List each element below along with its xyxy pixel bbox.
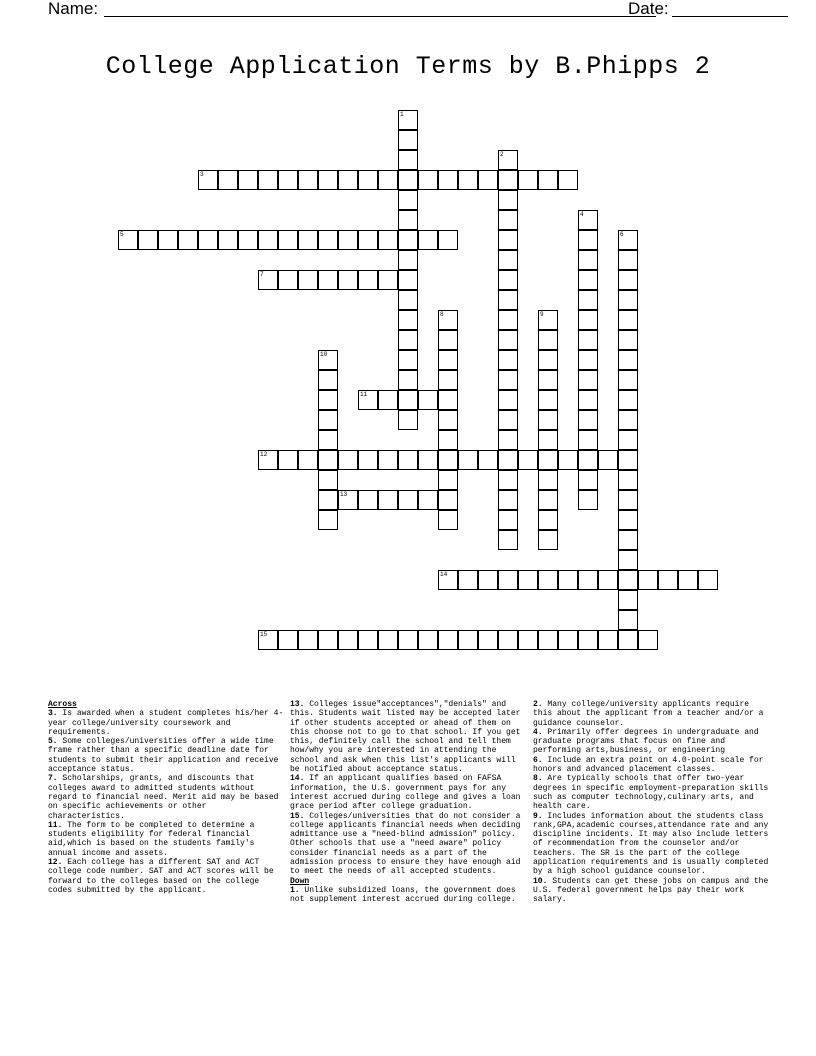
grid-cell[interactable] [578,430,598,450]
grid-cell[interactable] [598,570,618,590]
grid-cell[interactable] [298,230,318,250]
clue-number: 14. [290,774,305,784]
grid-cell[interactable] [398,390,418,410]
grid-cell[interactable] [498,630,518,650]
grid-cell[interactable] [498,330,518,350]
down-clue [533,877,771,905]
grid-cell[interactable] [318,490,338,510]
grid-cell[interactable] [618,470,638,490]
grid-cell[interactable] [398,290,418,310]
across-clue [48,709,286,737]
grid-cell[interactable] [158,230,178,250]
grid-cell[interactable] [338,270,358,290]
grid-cell[interactable] [418,170,438,190]
grid-cell[interactable] [398,370,418,390]
grid-cell[interactable] [658,570,678,590]
grid-cell[interactable] [398,150,418,170]
grid-cell[interactable] [578,570,598,590]
grid-cell[interactable] [438,350,458,370]
grid-cell[interactable] [498,470,518,490]
grid-cell[interactable] [578,630,598,650]
grid-cell[interactable] [338,450,358,470]
grid-cell[interactable] [538,170,558,190]
clues-column-2 [290,700,528,905]
down-clue [533,728,771,756]
grid-cell[interactable] [398,490,418,510]
grid-cell[interactable] [538,470,558,490]
grid-cell[interactable] [358,270,378,290]
down-clue [533,700,771,728]
grid-cell[interactable] [398,310,418,330]
grid-cell[interactable] [318,450,338,470]
grid-cell[interactable] [318,470,338,490]
down-clue [290,886,528,905]
grid-cell[interactable] [538,490,558,510]
grid-cell[interactable] [358,170,378,190]
grid-cell[interactable] [698,570,718,590]
grid-cell[interactable] [518,570,538,590]
grid-cell[interactable] [478,450,498,470]
grid-cell[interactable] [478,570,498,590]
grid-cell[interactable] [498,250,518,270]
grid-cell[interactable] [618,330,638,350]
grid-cell[interactable] [478,630,498,650]
grid-cell[interactable] [418,490,438,510]
grid-cell[interactable] [318,270,338,290]
grid-cell[interactable] [318,410,338,430]
grid-cell[interactable] [178,230,198,250]
grid-cell[interactable] [438,470,458,490]
grid-cell[interactable] [438,390,458,410]
clue-text: Colleges issue"acceptances","denials" and this. Students wait listed may be accepted later if other students accepted or ahead of them on this choose not to go to that school. If you get this, definitely call the school and tell them how/why you are interested in attending the school and ask when this list's applicants will be notified about acceptance status. [290,700,521,775]
across-clue [290,700,528,774]
grid-cell[interactable] [298,270,318,290]
grid-cell[interactable] [518,170,538,190]
grid-cell[interactable] [438,450,458,470]
grid-cell[interactable] [618,490,638,510]
grid-cell[interactable] [398,330,418,350]
clue-number: 5. [48,737,58,747]
grid-cell[interactable] [618,450,638,470]
grid-cell[interactable] [438,490,458,510]
grid-cell[interactable] [578,370,598,390]
grid-cell[interactable] [498,290,518,310]
grid-cell[interactable] [398,130,418,150]
grid-cell[interactable] [578,230,598,250]
grid-cell[interactable] [338,170,358,190]
grid-cell[interactable] [398,630,418,650]
clue-text: Students can get these jobs on campus and the U.S. federal government helps pay their work salary. [533,876,769,905]
clue-number-label: 6 [620,231,624,238]
grid-cell[interactable] [558,570,578,590]
grid-cell[interactable] [538,530,558,550]
grid-cell[interactable] [618,530,638,550]
grid-cell[interactable] [418,630,438,650]
down-heading: Down [290,876,310,886]
grid-cell[interactable] [618,290,638,310]
clue-number: 6. [533,755,543,765]
clue-number: 1. [290,885,300,895]
grid-cell[interactable] [358,230,378,250]
clue-number-label: 15 [260,631,268,638]
clue-text: Are typically schools that offer two-year degrees in specific employment-preparation skills such as computer technology,culinary arts, and health care. [533,774,769,812]
grid-cell[interactable] [398,450,418,470]
grid-cell[interactable] [578,450,598,470]
clue-number-label: 2 [500,151,504,158]
grid-cell[interactable] [398,410,418,430]
grid-cell[interactable] [438,370,458,390]
clue-text: Is awarded when a student completes his/her 4-year college/university coursework and requirements. [48,709,284,737]
grid-cell[interactable] [498,450,518,470]
grid-cell[interactable] [618,310,638,330]
grid-cell[interactable] [618,550,638,570]
across-clue [290,812,528,877]
grid-cell[interactable] [618,410,638,430]
grid-cell[interactable] [618,390,638,410]
grid-cell[interactable] [458,170,478,190]
grid-cell[interactable] [538,570,558,590]
grid-cell[interactable] [278,270,298,290]
down-clue [533,812,771,877]
clue-number: 13. [290,700,305,709]
clue-text: Include an extra point on 4.0-point scale for honors and advanced placement classes. [533,755,764,775]
grid-cell[interactable] [498,530,518,550]
grid-cell[interactable] [578,350,598,370]
grid-cell[interactable] [498,230,518,250]
grid-cell[interactable] [278,630,298,650]
grid-cell[interactable] [498,430,518,450]
grid-cell[interactable] [398,250,418,270]
clue-number: 4. [533,727,543,737]
grid-cell[interactable] [638,570,658,590]
grid-cell[interactable] [138,230,158,250]
clue-number-label: 13 [340,491,348,498]
grid-cell[interactable] [578,290,598,310]
grid-cell[interactable] [378,270,398,290]
clue-number-label: 5 [120,231,124,238]
clue-number-label: 8 [440,311,444,318]
clue-number-label: 7 [260,271,264,278]
grid-cell[interactable] [638,630,658,650]
grid-cell[interactable] [498,270,518,290]
grid-cell[interactable] [538,390,558,410]
grid-cell[interactable] [198,230,218,250]
grid-cell[interactable] [358,630,378,650]
grid-cell[interactable] [558,630,578,650]
grid-cell[interactable] [378,450,398,470]
grid-cell[interactable] [218,230,238,250]
clue-number-label: 1 [400,111,404,118]
grid-cell[interactable] [458,450,478,470]
grid-cell[interactable] [438,510,458,530]
grid-cell[interactable] [618,610,638,630]
clue-number: 15. [290,811,305,821]
grid-cell[interactable] [438,630,458,650]
grid-cell[interactable] [678,570,698,590]
grid-cell[interactable] [238,170,258,190]
grid-cell[interactable] [458,570,478,590]
grid-cell[interactable] [538,350,558,370]
grid-cell[interactable] [618,270,638,290]
grid-cell[interactable] [578,470,598,490]
grid-cell[interactable] [538,450,558,470]
grid-cell[interactable] [278,450,298,470]
grid-cell[interactable] [618,590,638,610]
grid-cell[interactable] [378,390,398,410]
grid-cell[interactable] [538,410,558,430]
grid-cell[interactable] [618,350,638,370]
grid-cell[interactable] [518,630,538,650]
grid-cell[interactable] [578,330,598,350]
down-clue [533,774,771,811]
grid-cell[interactable] [238,230,258,250]
clue-number-label: 14 [440,571,448,578]
grid-cell[interactable] [618,510,638,530]
clue-text: Colleges/universities that do not consider a college applicants financial needs when deciding admittance use a "need-blind admission" policy. Other schools that use a "need aware" policy consider financial needs as a part of the admission process to ensure they have enough aid to meet the needs of all accepted students. [290,811,521,877]
grid-cell[interactable] [258,170,278,190]
grid-cell[interactable] [318,630,338,650]
clue-number-label: 3 [200,171,204,178]
grid-cell[interactable] [318,510,338,530]
grid-cell[interactable] [498,390,518,410]
grid-cell[interactable] [538,370,558,390]
grid-cell[interactable] [578,250,598,270]
grid-cell[interactable] [398,230,418,250]
grid-cell[interactable] [298,170,318,190]
grid-cell[interactable] [558,450,578,470]
grid-cell[interactable] [418,390,438,410]
grid-cell[interactable] [438,410,458,430]
clue-number-label: 9 [540,311,544,318]
grid-cell[interactable] [498,310,518,330]
grid-cell[interactable] [478,170,498,190]
grid-cell[interactable] [378,490,398,510]
clue-text: Each college has a different SAT and ACT college code number. SAT and ACT scores will be forward to the colleges based on the college codes submitted by the applicant. [48,858,274,895]
grid-cell[interactable] [258,230,278,250]
grid-cell[interactable] [518,450,538,470]
clue-number: 7. [48,774,58,784]
grid-cell[interactable] [498,210,518,230]
grid-cell[interactable] [278,170,298,190]
grid-cell[interactable] [398,210,418,230]
grid-cell[interactable] [558,170,578,190]
grid-cell[interactable] [418,450,438,470]
clue-text: Unlike subsidized loans, the government does not supplement interest accrued during college. [290,885,516,905]
grid-cell[interactable] [498,370,518,390]
grid-cell[interactable] [398,350,418,370]
grid-cell[interactable] [618,430,638,450]
clue-text: The form to be completed to determine a students eligibility for federal financial aid,which is based on the students family's annual income and assets. [48,820,255,858]
clues-column-1 [48,700,286,895]
grid-cell[interactable] [438,330,458,350]
grid-cell[interactable] [358,490,378,510]
grid-cell[interactable] [538,510,558,530]
date-label: Date: [628,0,669,18]
across-clue [48,821,286,858]
across-clue [48,858,286,895]
grid-cell[interactable] [498,170,518,190]
grid-cell[interactable] [338,230,358,250]
grid-cell[interactable] [398,270,418,290]
across-clue [48,737,286,774]
grid-cell[interactable] [598,450,618,470]
grid-cell[interactable] [298,630,318,650]
grid-cell[interactable] [538,630,558,650]
grid-cell[interactable] [498,410,518,430]
grid-cell[interactable] [298,450,318,470]
clue-text: Many college/university applicants require this about the applicant from a teacher and/or a guidance counselor. [533,700,764,728]
across-clue [290,774,528,811]
grid-cell[interactable] [438,230,458,250]
clue-text: Scholarships, grants, and discounts that colleges award to admitted students without regard to financial need. Merit aid may be based on specific achievements or other characteristics. [48,774,279,821]
grid-cell[interactable] [398,190,418,210]
clues-column-3 [533,700,771,905]
grid-cell[interactable] [618,250,638,270]
clue-text: Primarily offer degrees in undergraduate and graduate programs that focus on fine and performing arts,business, or engineering [533,727,759,756]
grid-cell[interactable] [578,310,598,330]
grid-cell[interactable] [318,430,338,450]
grid-cell[interactable] [498,510,518,530]
clue-number: 10. [533,876,548,886]
grid-cell[interactable] [578,410,598,430]
grid-cell[interactable] [458,630,478,650]
grid-cell[interactable] [578,270,598,290]
clue-number: 3. [48,709,58,719]
grid-cell[interactable] [438,430,458,450]
grid-cell[interactable] [378,170,398,190]
clue-text: Includes information about the students class rank,GPA,academic courses,attendance rate and any discipline incidents. It may also include letters of recommendation from the counselor and/or teachers. The SR is the part of the college application requirements and is usually completed by a high school guidance counselor. [533,811,769,877]
grid-cell[interactable] [618,570,638,590]
grid-cell[interactable] [498,190,518,210]
grid-cell[interactable] [618,630,638,650]
grid-cell[interactable] [338,630,358,650]
puzzle-title: College Application Terms by B.Phipps 2 [105,52,711,81]
across-heading: Across [48,700,77,709]
grid-cell[interactable] [378,630,398,650]
down-clue [533,756,771,775]
clue-number: 9. [533,811,543,821]
grid-cell[interactable] [418,230,438,250]
clue-number: 2. [533,700,543,709]
grid-cell[interactable] [318,370,338,390]
grid-cell[interactable] [538,330,558,350]
grid-cell[interactable] [578,490,598,510]
grid-cell[interactable] [498,490,518,510]
grid-cell[interactable] [438,170,458,190]
grid-cell[interactable] [278,230,298,250]
across-clue [48,774,286,820]
clue-number-label: 4 [580,211,584,218]
grid-cell[interactable] [218,170,238,190]
grid-cell[interactable] [618,370,638,390]
grid-cell[interactable] [598,630,618,650]
grid-cell[interactable] [318,230,338,250]
grid-cell[interactable] [498,570,518,590]
clue-number-label: 12 [260,451,268,458]
clue-text: Some colleges/universities offer a wide time frame rather than a specific deadline date for students to submit their application and receive acceptance status. [48,737,279,775]
name-label: Name: [48,0,99,18]
grid-cell[interactable] [498,350,518,370]
clue-number: 8. [533,774,543,784]
grid-cell[interactable] [378,230,398,250]
grid-cell[interactable] [538,430,558,450]
clue-text: If an applicant qualifies based on FAFSA information, the U.S. government pays for any interest accrued during college and gives a loan grace period after college graduation. [290,774,521,812]
grid-cell[interactable] [318,170,338,190]
grid-cell[interactable] [318,390,338,410]
clue-number-label: 10 [320,351,328,358]
grid-cell[interactable] [578,390,598,410]
clue-number: 11. [48,820,63,830]
grid-cell[interactable] [398,170,418,190]
clue-number-label: 11 [360,391,368,398]
clue-number: 12. [48,858,63,868]
grid-cell[interactable] [358,450,378,470]
